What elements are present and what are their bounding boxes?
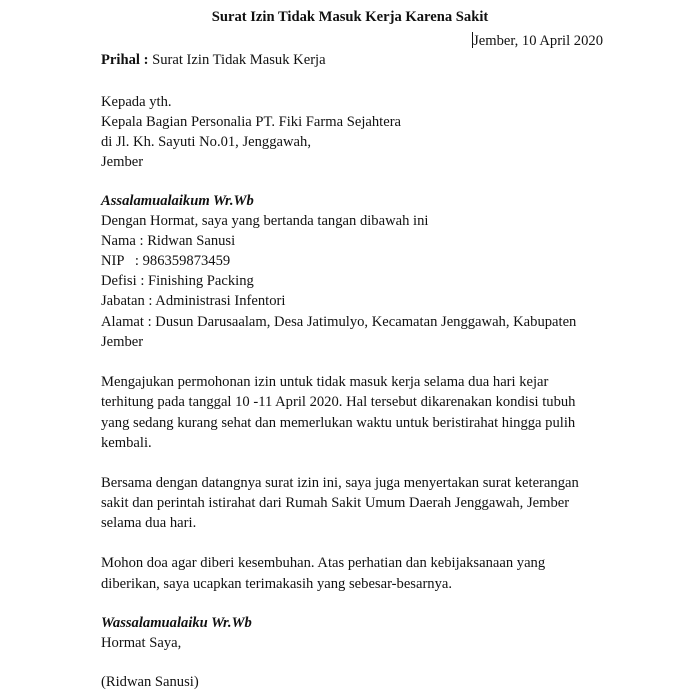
signature-name: (Ridwan Sanusi) xyxy=(101,674,199,690)
paragraph-2-line-1: Bersama dengan datangnya surat izin ini, saya juga menyertakan surat keterangan xyxy=(101,475,579,491)
paragraph-3-line-1: Mohon doa agar diberi kesembuhan. Atas perhatian dan kebijaksanaan yang xyxy=(101,555,546,571)
subject-label: Prihal : xyxy=(101,52,149,68)
paragraph-2-line-3: selama dua hari. xyxy=(101,515,197,531)
recipient-line-3: di Jl. Kh. Sayuti No.01, Jenggawah, xyxy=(101,134,311,150)
greeting: Assalamualaikum Wr.Wb xyxy=(101,193,254,209)
intro-text: Dengan Hormat, saya yang bertanda tangan dibawah ini xyxy=(101,213,429,229)
letter-date-text: Jember, 10 April 2020 xyxy=(473,33,603,49)
letter-date xyxy=(472,31,603,51)
paragraph-2-line-2: sakit dan perintah istirahat dari Rumah Sakit Umum Daerah Jenggawah, Jember xyxy=(101,495,570,511)
signoff: Hormat Saya, xyxy=(101,635,182,651)
identity-nip: NIP : 986359873459 xyxy=(101,253,231,269)
recipient-line-1: Kepada yth. xyxy=(101,94,172,110)
paragraph-1-line-1: Mengajukan permohonan izin untuk tidak masuk kerja selama dua hari kejar xyxy=(101,374,549,390)
subject-line xyxy=(101,50,326,70)
paragraph-1-line-3: yang sedang kurang sehat dan memerlukan waktu untuk beristirahat hingga pulih xyxy=(101,415,576,431)
recipient-line-4: Jember xyxy=(101,154,144,170)
closing-greeting: Wassalamualaiku Wr.Wb xyxy=(101,615,252,631)
letter-title: Surat Izin Tidak Masuk Kerja Karena Sakit xyxy=(211,9,489,25)
identity-division: Defisi : Finishing Packing xyxy=(101,273,254,289)
identity-position: Jabatan : Administrasi Infentori xyxy=(101,293,286,309)
identity-address-line-2: Jember xyxy=(101,334,144,350)
identity-address-line-1: Alamat : Dusun Darusaalam, Desa Jatimulyo, Kecamatan Jenggawah, Kabupaten xyxy=(101,314,577,330)
paragraph-1-line-2: terhitung pada tanggal 10 -11 April 2020. Hal tersebut dikarenakan kondisi tubuh xyxy=(101,394,576,410)
recipient-line-2: Kepala Bagian Personalia PT. Fiki Farma Sejahtera xyxy=(101,114,402,130)
paragraph-1-line-4: kembali. xyxy=(101,435,152,451)
paragraph-3-line-2: diberikan, saya ucapkan terimakasih yang sebesar-besarnya. xyxy=(101,576,453,592)
identity-name: Nama : Ridwan Sanusi xyxy=(101,233,236,249)
subject-value: Surat Izin Tidak Masuk Kerja xyxy=(152,52,326,68)
